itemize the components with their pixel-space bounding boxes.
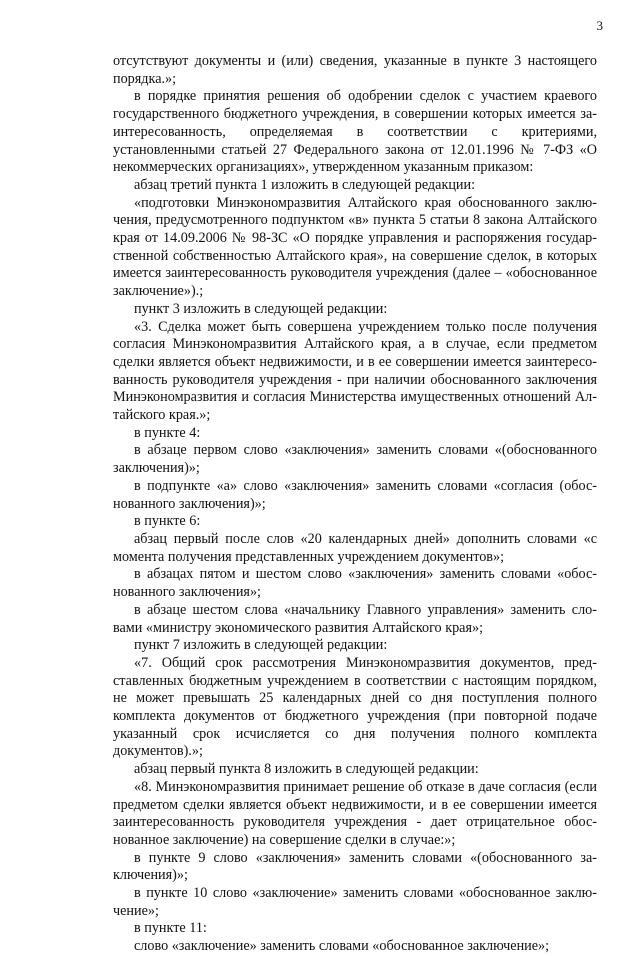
paragraph: пункт 7 изложить в следующей редакции: xyxy=(134,637,388,654)
paragraph: пункт 3 изложить в следующей редакции: xyxy=(134,300,388,317)
paragraph: в порядке принятия решения об одобрении сделок с участием краевого государственного бюджетного учреждения, в совершении которых имеется заинтересованность, определяемая в соответствии с критериями, установленными статьей 27 Федерального закона от 12.01.1996 № 7-ФЗ «О некоммерческих организациях», утвержденном указанным приказом: xyxy=(113,88,597,176)
paragraph: абзац третий пункта 1 изложить в следующей редакции: xyxy=(134,176,476,193)
paragraph: «3. Сделка может быть совершена учреждением только после получения согласия Минэкономразвития Алтайского края, а в случае, если предметом сделки является объект недвижимости, и в ее совершении имеется заинтересованность руководителя учреждения - при наличии обоснованного заключения Минэкономразвития и согласия Министерства имущественных отношений Алтайского края.»; xyxy=(113,318,597,424)
paragraph: в пункте 4: xyxy=(134,424,201,441)
paragraph: в пункте 11: xyxy=(134,920,207,937)
paragraph: в абзацах пятом и шестом слово «заключения» заменить словами «обоснованного заключения»; xyxy=(113,566,597,601)
paragraph: «8. Минэкономразвития принимает решение об отказе в даче согласия (если предметом сделки является объект недвижимости, и в ее совершении имеется заинтересованность руководителя учреждения - дает отрицательное обоснованное заключение) на совершение сделки в случае:»; xyxy=(113,778,597,848)
paragraph: абзац первый пункта 8 изложить в следующей редакции: xyxy=(134,761,479,778)
page-number: 3 xyxy=(596,18,603,33)
document-body xyxy=(113,53,597,956)
paragraph: в пункте 10 слово «заключение» заменить словами «обоснованное заключение»; xyxy=(113,885,597,919)
paragraph: в абзаце первом слово «заключения» заменить словами «(обоснованного заключения)»; xyxy=(113,442,597,477)
paragraph: в подпункте «а» слово «заключения» заменить словами «согласия (обоснованного заключения)»; xyxy=(113,477,597,512)
paragraph: в пункте 6: xyxy=(134,513,201,530)
paragraph: отсутствуют документы и (или) сведения, указанные в пункте 3 настоящего порядка.»; xyxy=(113,53,597,87)
paragraph: в пункте 9 слово «заключения» заменить словами «(обоснованного заключения)»; xyxy=(113,849,597,884)
paragraph: абзац первый после слов «20 календарных дней» дополнить словами «с момента получения представленных учреждением документов»; xyxy=(113,530,597,565)
paragraph: «7. Общий срок рассмотрения Минэкономразвития документов, представленных бюджетным учреждением в соответствии с настоящим порядком, не может превышать 25 календарных дней со дня поступления полного комплекта документов от бюджетного учреждения (при повторной подаче указанный срок исчисляется со дня получения полного комплекта документов).»; xyxy=(113,654,597,760)
paragraph: «подготовки Минэкономразвития Алтайского края обоснованного заключения, предусмотренного подпунктом «в» пункта 5 статьи 8 закона Алтайского края от 14.09.2006 № 98-ЗС «О порядке управления и распоряжения государственной собственностью Алтайского края», на совершение сделок, в которых имеется заинтересованность руководителя учреждения (далее – «обоснованное заключение»).; xyxy=(113,194,597,300)
paragraph: в абзаце шестом слова «начальнику Главного управления» заменить словами «министру экономического развития Алтайского края»; xyxy=(113,601,597,636)
paragraph: слово «заключение» заменить словами «обоснованное заключение»; xyxy=(134,938,550,955)
